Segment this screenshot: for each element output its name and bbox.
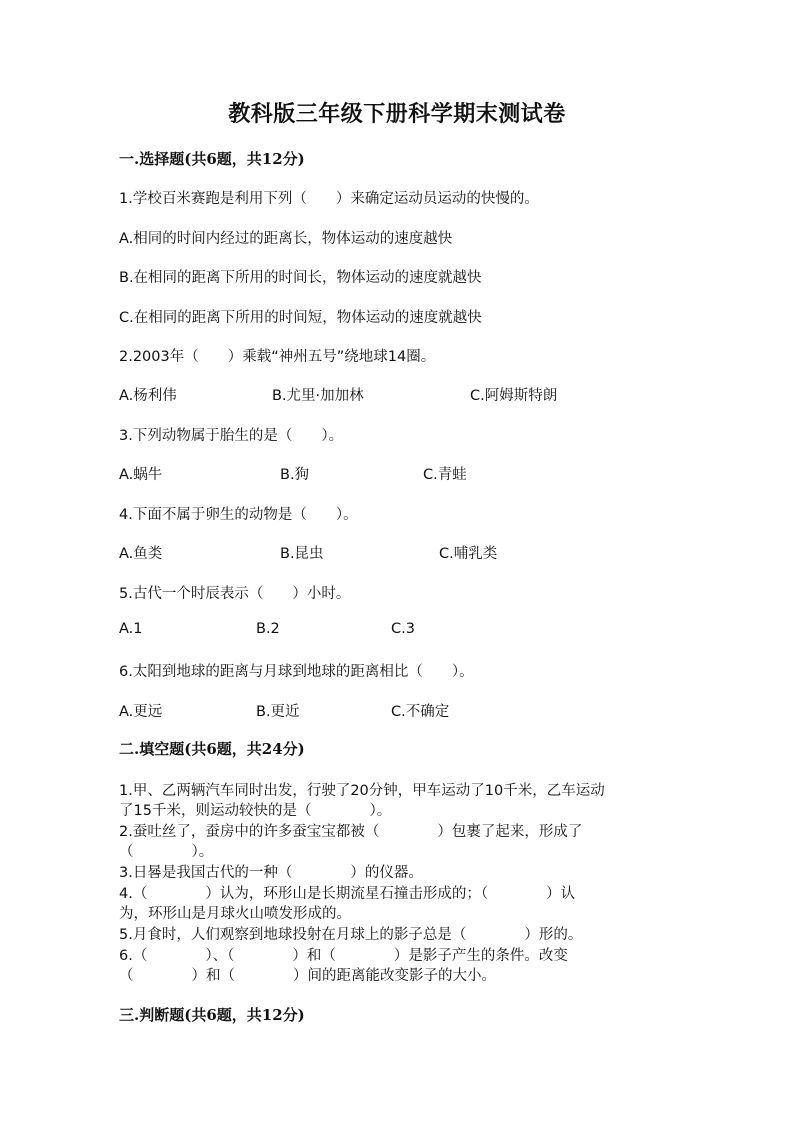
q5-option-c: C.3 [391, 621, 415, 637]
q6-stem: 6.太阳到地球的距离与月球到地球的距离相比（ ）。 [119, 664, 474, 680]
q1-stem: 1.学校百米赛跑是利用下列（ ）来确定运动员运动的快慢的。 [119, 191, 539, 207]
section3-heading: 三.判断题(共6题，共12分) [119, 1006, 305, 1024]
q6-options [0, 700, 794, 720]
q3-option-c: C.青蛙 [423, 467, 467, 483]
q5-stem: 5.古代一个时辰表示（ ）小时。 [119, 586, 351, 602]
exam-title: 教科版三年级下册科学期末测试卷 [228, 101, 566, 127]
fill-line: 2.蚕吐丝了，蚕房中的许多蚕宝宝都被（ ）包裹了起来，形成了 [119, 824, 583, 840]
q5-option-a: A.1 [119, 621, 143, 637]
q2-option-a: A.杨利伟 [119, 388, 177, 404]
q4-option-b: B.昆虫 [280, 546, 324, 562]
q1-option-a: A.相同的时间内经过的距离长，物体运动的速度越快 [119, 231, 453, 247]
fill-line: 3.日晷是我国古代的一种（ ）的仪器。 [119, 865, 423, 881]
fill-line: 4.（ ）认为，环形山是长期流星石撞击形成的；（ ）认 [119, 886, 576, 902]
fill-line: 1.甲、乙两辆汽车同时出发，行驶了20分钟，甲车运动了10千米，乙车运动 [119, 783, 605, 799]
q5-options [0, 621, 794, 641]
q1-option-c: C.在相同的距离下所用的时间短，物体运动的速度就越快 [119, 310, 482, 326]
fill-line: 6.（ ）、（ ）和（ ）是影子产生的条件。改变 [119, 948, 568, 964]
q3-options [0, 463, 794, 483]
fill-line: 5.月食时，人们观察到地球投射在月球上的影子总是（ ）形的。 [119, 927, 583, 943]
fill-line: （ ）和（ ）间的距离能改变影子的大小。 [119, 968, 496, 984]
q4-options [0, 542, 794, 562]
q4-option-c: C.哺乳类 [439, 546, 498, 562]
q2-stem: 2.2003年（ ）乘载“神州五号”绕地球14圈。 [119, 349, 436, 365]
q3-option-b: B.狗 [280, 467, 310, 483]
q6-option-a: A.更远 [119, 704, 163, 720]
section2-heading: 二.填空题(共6题，共24分) [119, 740, 305, 758]
q2-option-b: B.尤里·加加林 [272, 388, 364, 404]
q5-option-b: B.2 [256, 621, 280, 637]
q4-stem: 4.下面不属于卵生的动物是（ ）。 [119, 507, 358, 523]
q6-option-c: C.不确定 [391, 704, 450, 720]
fill-line: 为，环形山是月球火山喷发形成的。 [119, 906, 351, 922]
fill-line: 了15千米，则运动较快的是（ ）。 [119, 803, 392, 819]
q1-option-b: B.在相同的距离下所用的时间长，物体运动的速度就越快 [119, 270, 482, 286]
section1-heading: 一.选择题(共6题，共12分) [119, 150, 305, 168]
q4-option-a: A.鱼类 [119, 546, 163, 562]
q6-option-b: B.更近 [256, 704, 300, 720]
q3-stem: 3.下列动物属于胎生的是（ ）。 [119, 428, 344, 444]
q2-options [0, 384, 794, 404]
fill-line: （ ）。 [119, 844, 214, 860]
q3-option-a: A.蜗牛 [119, 467, 163, 483]
q2-option-c: C.阿姆斯特朗 [470, 388, 558, 404]
